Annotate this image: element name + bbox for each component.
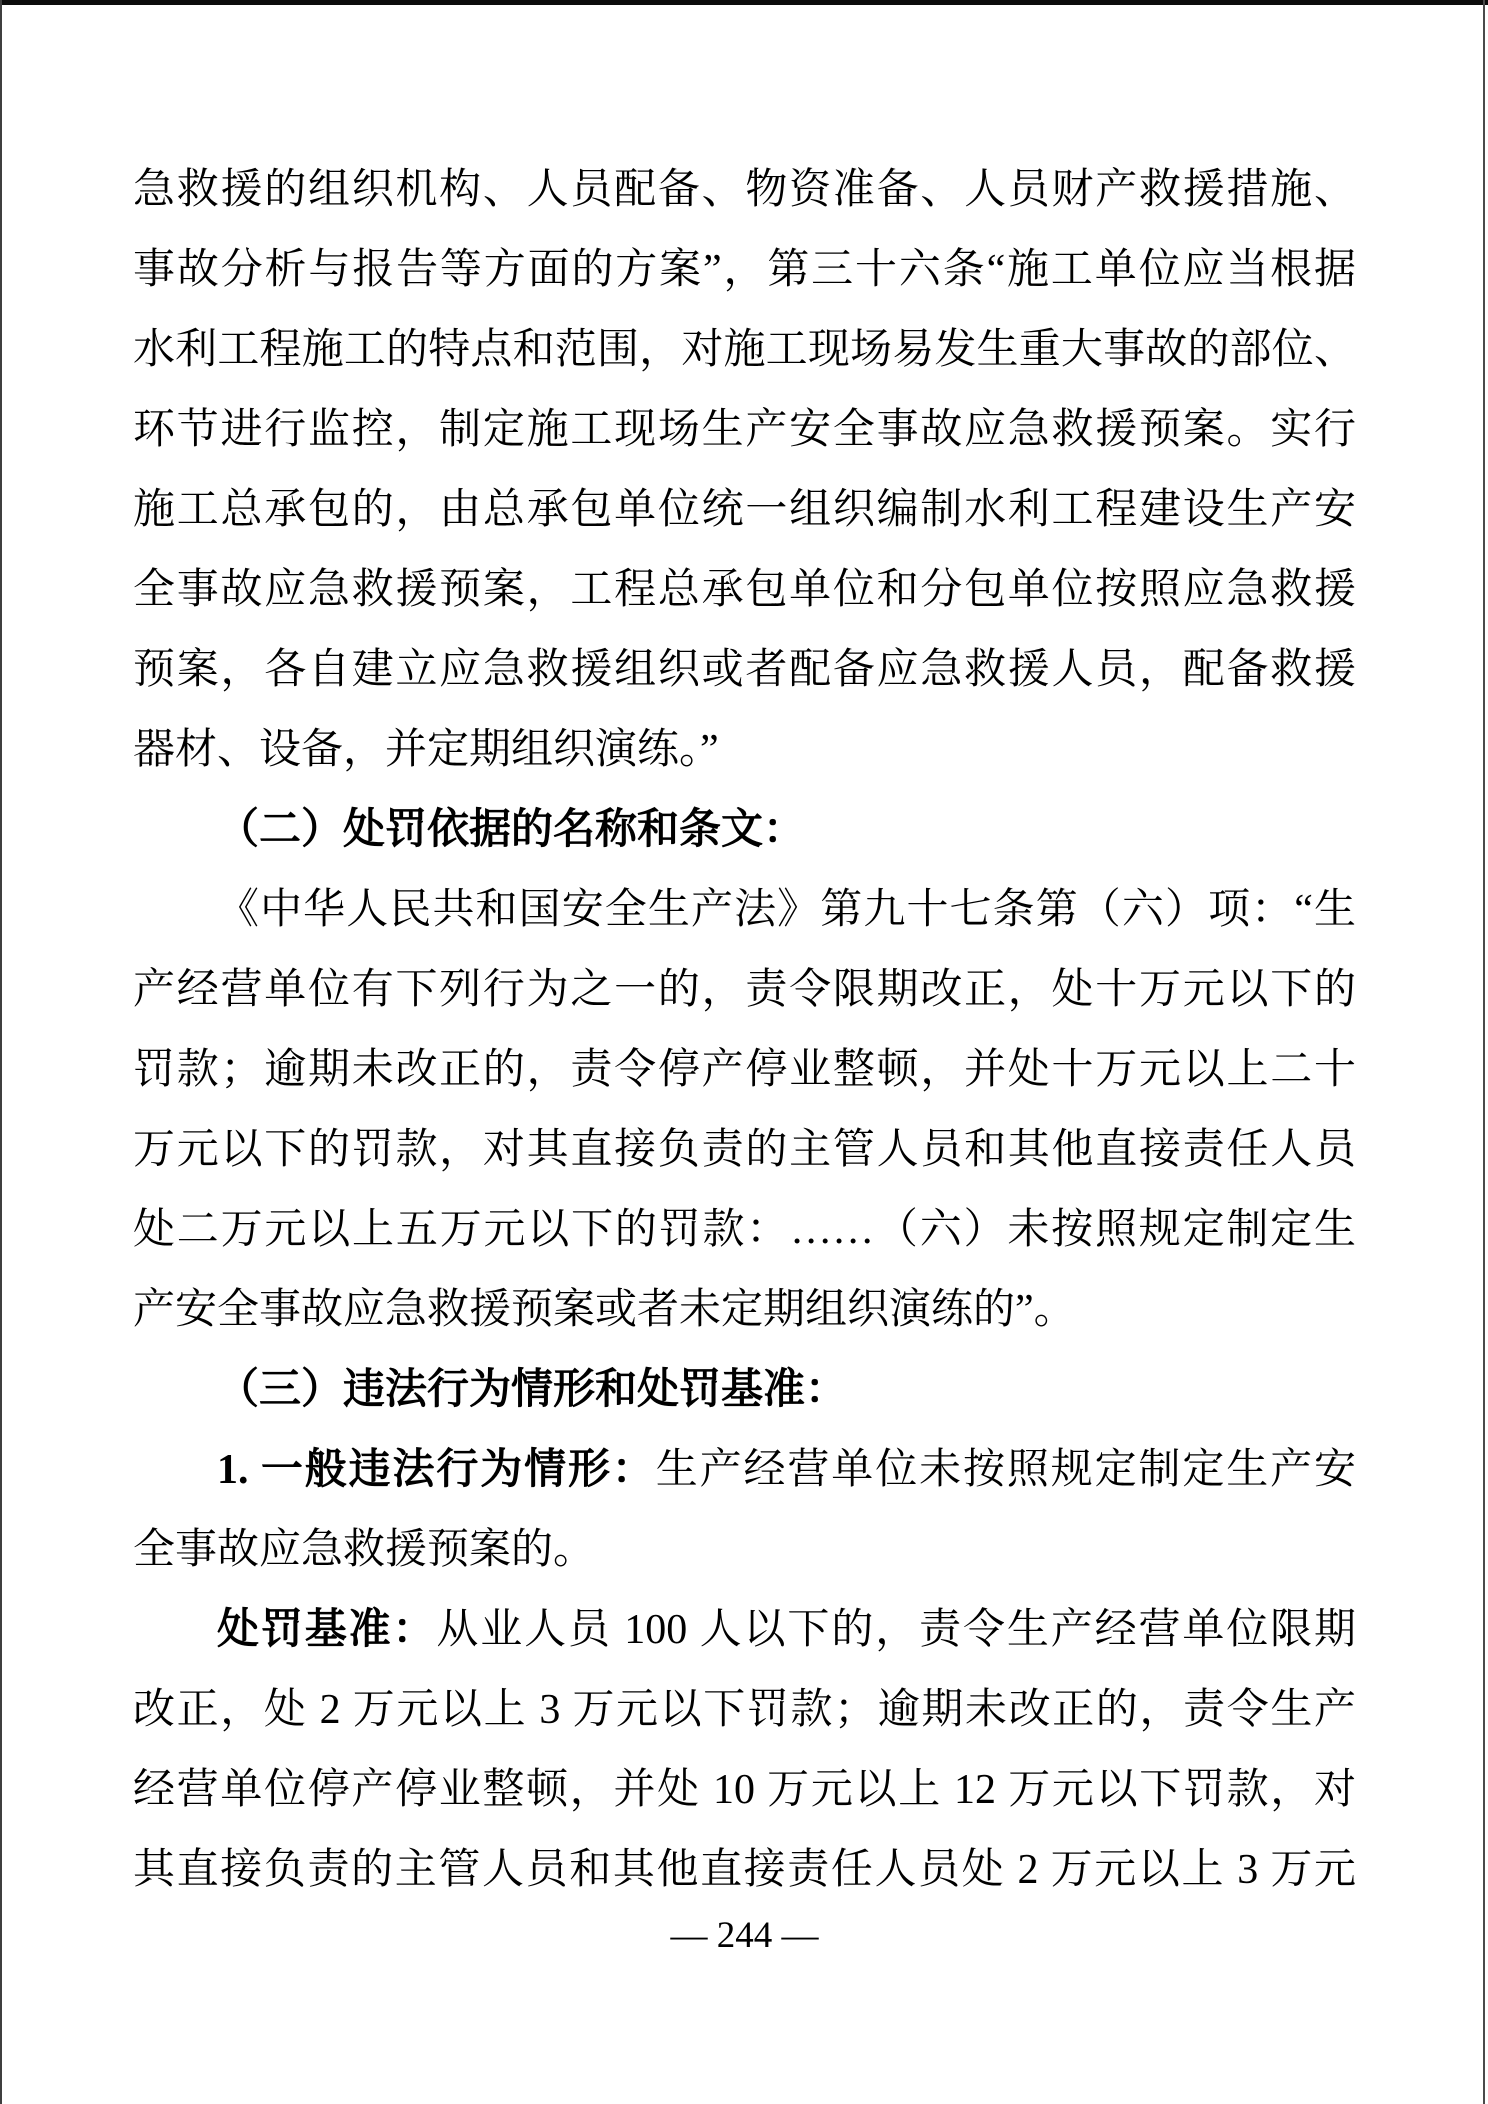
text-line <box>133 1670 1356 1750</box>
text-run: 《中华人民共和国安全生产法》第九十七条第（六）项：“生 <box>217 887 1356 933</box>
text-line <box>133 1190 1356 1270</box>
text-run: 经营单位停产停业整顿，并处 10 万元以上 12 万元以下罚款，对 <box>133 1767 1356 1813</box>
text-line <box>133 1430 1356 1510</box>
heading-line <box>133 790 1356 870</box>
bold-text-run: （三）违法行为情形和处罚基准： <box>217 1367 848 1413</box>
text-run: 全事故应急救援预案的。 <box>133 1527 596 1573</box>
text-run: 改正，处 2 万元以上 3 万元以下罚款；逾期未改正的，责令生产 <box>133 1687 1356 1733</box>
heading-line <box>133 1350 1356 1430</box>
text-run: 器材、设备，并定期组织演练。” <box>133 727 719 773</box>
text-line <box>133 950 1356 1030</box>
text-run: 施工总承包的，由总承包单位统一组织编制水利工程建设生产安 <box>133 487 1356 533</box>
text-run: 罚款；逾期未改正的，责令停产停业整顿，并处十万元以上二十 <box>133 1047 1356 1093</box>
text-run: 水利工程施工的特点和范围，对施工现场易发生重大事故的部位、 <box>133 327 1356 373</box>
page-left-border <box>0 0 2 2104</box>
text-line <box>133 1830 1356 1910</box>
page-number: — 244 — <box>670 1915 819 1956</box>
text-run: 处二万元以上五万元以下的罚款：……（六）未按照规定制定生 <box>133 1207 1356 1253</box>
text-run: 全事故应急救援预案，工程总承包单位和分包单位按照应急救援 <box>133 567 1356 613</box>
text-run: 产安全事故应急救援预案或者未定期组织演练的”。 <box>133 1287 1076 1333</box>
text-run: 万元以下的罚款，对其直接负责的主管人员和其他直接责任人员 <box>133 1127 1356 1173</box>
text-run: 其直接负责的主管人员和其他直接责任人员处 2 万元以上 3 万元 <box>133 1847 1356 1893</box>
text-run: 从业人员 100 人以下的，责令生产经营单位限期 <box>436 1607 1356 1653</box>
text-run: 事故分析与报告等方面的方案”，第三十六条“施工单位应当根据 <box>133 247 1356 293</box>
text-line <box>133 390 1356 470</box>
bold-text-run: 处罚基准： <box>217 1607 437 1653</box>
text-line <box>133 710 1356 790</box>
text-run: 生产经营单位未按照规定制定生产安 <box>655 1447 1356 1493</box>
text-line <box>133 150 1356 230</box>
text-line <box>133 230 1356 310</box>
bold-text-run: 1. 一般违法行为情形： <box>217 1447 656 1493</box>
text-line <box>133 870 1356 950</box>
text-line <box>133 1750 1356 1830</box>
document-body <box>133 150 1356 1910</box>
bold-text-run: （二）处罚依据的名称和条文： <box>217 807 806 853</box>
text-line <box>133 470 1356 550</box>
text-run: 急救援的组织机构、人员配备、物资准备、人员财产救援措施、 <box>133 167 1356 213</box>
page-top-border <box>0 0 1488 5</box>
text-line <box>133 1590 1356 1670</box>
text-run: 环节进行监控，制定施工现场生产安全事故应急救援预案。实行 <box>133 407 1356 453</box>
text-line <box>133 1270 1356 1350</box>
text-line <box>133 550 1356 630</box>
text-line <box>133 310 1356 390</box>
page-right-border <box>1483 0 1485 2104</box>
text-line <box>133 1110 1356 1190</box>
text-run: 产经营单位有下列行为之一的，责令限期改正，处十万元以下的 <box>133 967 1356 1013</box>
text-line <box>133 1030 1356 1110</box>
text-line <box>133 1510 1356 1590</box>
text-line <box>133 630 1356 710</box>
text-run: 预案，各自建立应急救援组织或者配备应急救援人员，配备救援 <box>133 647 1356 693</box>
